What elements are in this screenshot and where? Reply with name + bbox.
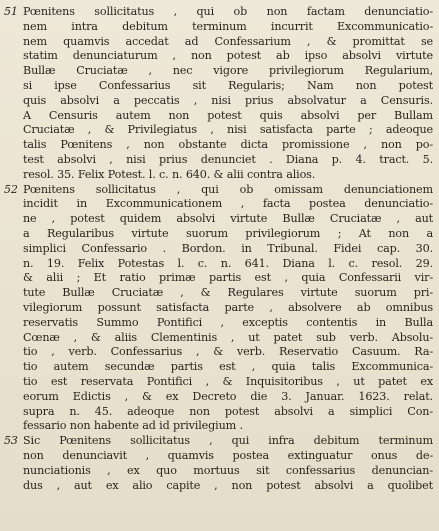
- text-line: fessario non habente ad id privilegium .: [23, 419, 243, 433]
- text-line: eorum Edictis , & ex Decreto die 3. Januar. 1623. relat.: [23, 389, 433, 403]
- text-line: Bullæ Cruciatæ , nec vigore privilegiorum Regularium,: [23, 64, 433, 78]
- paragraph-51: [4, 5, 433, 183]
- text-line: nunciationis , ex quo mortuus sit confessarius denuncian-: [23, 463, 433, 477]
- text-line: & alii ; Et ratio primæ partis est , quia Confessarii vir-: [23, 271, 433, 285]
- text-line: incidit in Excommunicationem , facta postea denunciatio-: [23, 197, 433, 211]
- paragraph-53: [4, 434, 433, 493]
- text-line: n. 19. Felix Potestas l. c. n. 641. Diana l. c. resol. 29.: [23, 256, 433, 270]
- text-line: test absolvi , nisi prius denunciet . Diana p. 4. tract. 5.: [23, 152, 433, 166]
- text-line: Sic Pœnitens sollicitatus , qui infra debitum terminum: [23, 434, 433, 448]
- paragraph-52: [4, 183, 433, 435]
- text-line: a Regularibus virtute suorum privilegiorum ; At non a: [23, 226, 433, 240]
- text-line: Cœnæ , & aliis Clementinis , ut patet sub verb. Absolu-: [23, 330, 433, 344]
- text-line: simplici Confessario . Bordon. in Tribunal. Fidei cap. 30.: [23, 241, 433, 255]
- text-line: talis Pœnitens , non obstante dicta promissione , non po-: [23, 138, 433, 152]
- text-line: vilegiorum possunt satisfacta parte , absolvere ab omnibus: [23, 300, 433, 314]
- text-line: reservatis Summo Pontifici , exceptis contentis in Bulla: [23, 315, 433, 329]
- text-line: Cruciatæ , & Privilegiatus , nisi satisfacta parte ; adeoque: [23, 123, 433, 137]
- text-line: Pœnitens sollicitatus , qui ob non factam denunciatio-: [23, 5, 433, 18]
- text-line: dus , aut ex alio capite , non potest absolvi a quolibet: [23, 478, 433, 492]
- text-line: nem quamvis accedat ad Confessarium , & promittat se: [23, 34, 433, 48]
- text-line: supra n. 45. adeoque non potest absolvi a simplici Con-: [23, 404, 433, 418]
- text-line: resol. 35. Felix Potest. l. c. n. 640. & alii contra alios.: [23, 167, 316, 181]
- text-line: tio est reservata Pontifici , & Inquisitoribus , ut patet ex: [23, 374, 433, 388]
- text-line: A Censuris autem non potest quis absolvi per Bullam: [23, 108, 433, 122]
- text-line: si ipse Confessarius sit Regularis; Nam non potest: [23, 78, 433, 92]
- text-line: tio autem secundæ partis est , quia talis Excommunica-: [23, 360, 433, 374]
- text-line: tio , verb. Confessarius , & verb. Reservatio Casuum. Ra-: [23, 345, 433, 359]
- text-line: tute Bullæ Cruciatæ , & Regulares virtute suorum pri-: [23, 286, 433, 300]
- text-line: non denunciavit , quamvis postea extinguatur onus de-: [23, 448, 433, 462]
- text-line: nem intra debitum terminum incurrit Excommunicatio-: [23, 19, 433, 33]
- text-line: Pœnitens sollicitatus , qui ob omissam denunciationem: [23, 182, 433, 196]
- paragraph-number: 51: [4, 5, 18, 18]
- paragraph-number: 52: [4, 182, 18, 196]
- text-line: ne , potest quidem absolvi virtute Bullæ Cruciatæ , aut: [23, 212, 433, 226]
- paragraph-number: 53: [4, 434, 18, 448]
- text-line: statim denunciaturum , non potest ab ipso absolvi virtute: [23, 49, 433, 63]
- text-line: quis absolvi a peccatis , nisi prius absolvatur a Censuris.: [23, 93, 433, 107]
